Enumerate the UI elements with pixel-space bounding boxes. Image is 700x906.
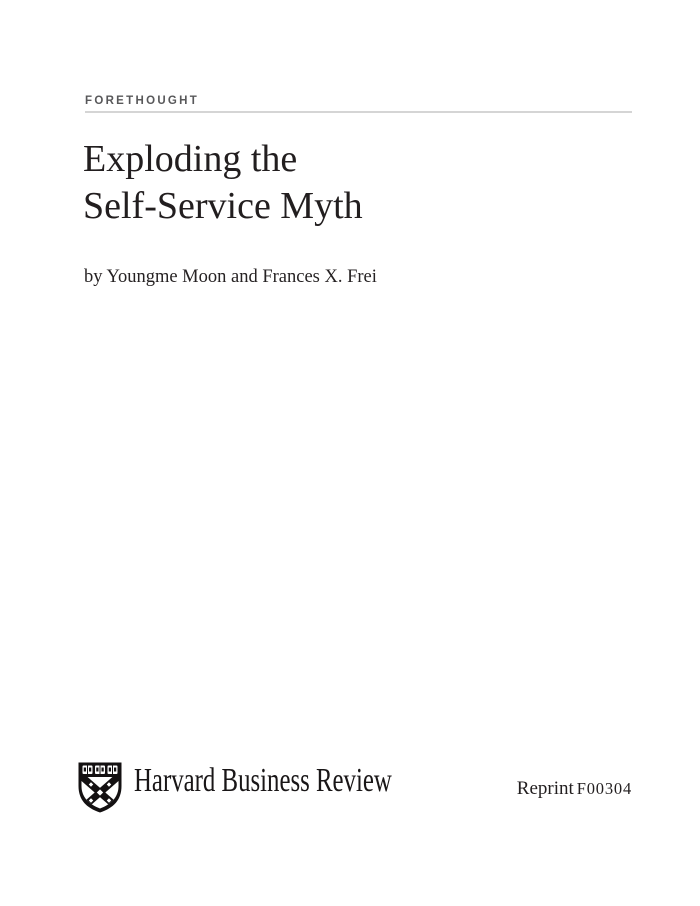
article-title <box>83 136 363 230</box>
article-title-line2: Self-Service Myth <box>83 185 363 227</box>
header-rule <box>85 111 632 113</box>
hbs-shield-icon <box>77 761 123 819</box>
section-label: FORETHOUGHT <box>85 95 200 107</box>
article-title-line1: Exploding the <box>83 138 298 180</box>
reprint-reference <box>517 778 632 800</box>
byline: by Youngme Moon and Frances X. Frei <box>84 267 377 287</box>
reprint-label: Reprint <box>516 778 574 799</box>
reprint-code: F00304 <box>576 779 632 798</box>
hbr-logotype: Harvard Business Review <box>134 762 392 799</box>
